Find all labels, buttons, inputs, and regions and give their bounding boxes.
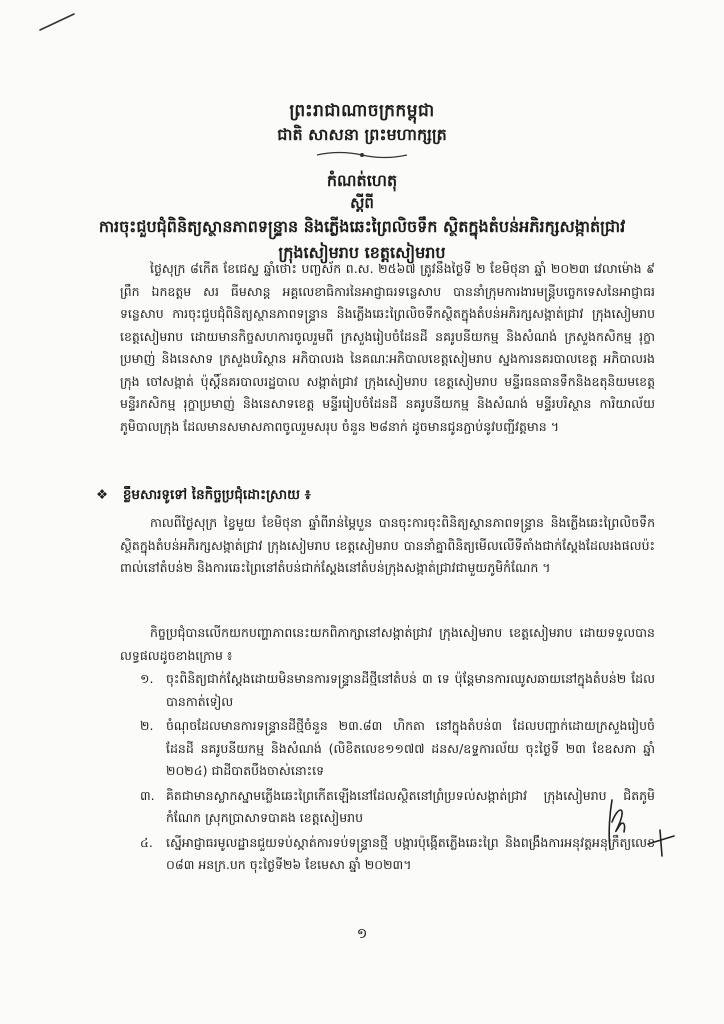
- list-item-number: ៤.: [140, 834, 153, 850]
- list-item-number: ១.: [140, 671, 154, 686]
- intro-paragraph: ថ្ងៃសុក្រ ៨កើត ខែជេស្ឋ ឆ្នាំថោះ បញ្ចស័ក ព.ស. ២៥៦៧ ត្រូវនឹងថ្ងៃទី ២ ខែមិថុនា ឆ្នាំ ២០២៣ វេលាម៉ោង ៩ ព្រឹក ឯកឧត្តម សរ ធីមសាន្ត អគ្គលេខាធិការនៃអាជ្ញាធរទន្លេសាប បាននាំក្រុមការងារមន្ត្រីបច្ចេកទេសនៃអាជ្ញាធរទន្លេសាប ការចុះជួបជុំពិនិត្យស្ថានភាពទន្ទ្រាន និងភ្លើងឆេះព្រៃលិចទឹកស្ថិតក្នុងតំបន់អភិរក្សសង្កាត់ជ្រាវ ក្រុងសៀមរាប ខេត្តសៀមរាប ដោយមានកិច្ចសហការចូលរួមពី ក្រសួងរៀបចំដែនដី នគរូបនីយកម្ម និងសំណង់ ក្រសួងកសិកម្ម រុក្ខាប្រមាញ់ និងនេសាទ ក្រសួងបរិស្ថាន អភិបាលរង នៃគណៈអភិបាលខេត្តសៀមរាប ស្នងការនគរបាលខេត្ត អភិបាលរងក្រុង ចៅសង្កាត់ ប៉ុស្តិ៍នគរបាលរដ្ឋបាល សង្កាត់ជ្រាវ ក្រុងសៀមរាប ខេត្តសៀមរាប មន្ទីរធនធានទឹកនិងឧតុនិយមខេត្ត មន្ទីរកសិកម្ម រុក្ខាប្រមាញ់ និងនេសាទខេត្ត មន្ទីររៀបចំដែនដី នគរូបនីយកម្ម និងសំណង់ មន្ទីរបរិស្ថាន ការិយាល័យភូមិបាលក្រុង ដែលមានសមាសភាពចូលរួមសរុប ចំនួន ២៨នាក់ ដូចមានជូនភ្ជាប់នូវបញ្ជីវត្តមាន ។: [120, 261, 655, 434]
- list-item-text: ចុះពិនិត្យជាក់ស្តែងដោយមិនមានការទន្ទ្រានដីថ្មីនៅតំបន់ ៣ ទេ ប៉ុន្តែមានការឈូសឆាយនៅក្នុងតំបន់២ ដែលបានកាត់ទៀល: [166, 671, 655, 709]
- section-heading-text: ខ្លឹមសារទូទៅ នៃកិច្ចប្រជុំដោះស្រាយ ៖: [122, 487, 311, 503]
- decorative-ornament: [0, 150, 724, 160]
- document-subject: ការចុះជួបជុំពិនិត្យស្ថានភាពទន្ទ្រាន និងភ្លើងឆេះព្រៃលិចទឹក ស្ថិតក្នុងតំបន់អភិរក្សសង្កាត់ជ្រាវ ក្រុងសៀមរាប ខេត្តសៀមរាប: [98, 217, 626, 262]
- results-intro-paragraph: កិច្ចប្រជុំបានលើកយកបញ្ហាភាពនេះយកពិភាក្សានៅសង្កាត់ជ្រាវ ក្រុងសៀមរាប ខេត្តសៀមរាប ដោយទទួលបានលទ្ធផលដូចខាងក្រោម ៖: [120, 625, 655, 663]
- section-heading: [96, 486, 656, 506]
- list-item-number: ៣.: [140, 787, 155, 803]
- list-item-text: ចំណុចដែលមានការទន្ទ្រានដីថ្មីចំនួន ២៣.៨៣ ហិកតា នៅក្នុងតំបន់៣ ដែលបញ្ជាក់ដោយក្រសួងរៀបចំដែនដី នគរូបនីយកម្ម និងសំណង់ (លិខិតលេខ១១៧៧ ដនស/ឧទ្ទការល័យ ចុះថ្ងៃទី ២៣ ខែឧសភា ឆ្នាំ ២០២៤) ជាដីបាតបឹងចាស់នោះទេ: [166, 718, 655, 778]
- pen-stroke-mark: [38, 8, 78, 38]
- list-item: [140, 668, 655, 713]
- kingdom-heading: ព្រះរាជាណាចក្រកម្ពុជា: [289, 101, 435, 121]
- page-number: ១: [356, 926, 368, 942]
- regarding-label: ស្តីពី: [350, 194, 374, 212]
- national-motto: ជាតិ សាសនា ព្រះមហាក្សត្រ: [277, 125, 447, 144]
- list-item: [140, 785, 655, 830]
- findings-list: [140, 668, 655, 879]
- list-item: [140, 715, 655, 783]
- list-item-text: ស្នើអាជ្ញាធរមូលដ្ឋានជួយទប់ស្កាត់ការទប់ទន្ទ្រានថ្មី បង្ការប៉ុង្កើតភ្លើងឆេះព្រៃ និងពង្រឹងការអនុវត្តអនុក្រឹត្យលេខ ០៨៣ អនក្រ.បក ចុះថ្ងៃទី២៦ ខែមេសា ឆ្នាំ ២០២៣។: [166, 834, 655, 872]
- diamond-bullet-icon: ❖: [96, 487, 109, 503]
- handwritten-initials: [604, 792, 684, 864]
- list-item-text: គិតជាមានស្លាកស្នាមភ្លើងឆេះព្រៃកើតឡើងនៅដែលស្ថិតនៅព្រំប្រទល់សង្កាត់ជ្រាវ ក្រុងសៀមរាប ជិតភូមិកំណែក ស្រុកប្រាសាទបាគង ខេត្តសៀមរាប: [166, 787, 655, 825]
- list-item: [140, 832, 655, 877]
- summary-paragraph: កាលពីថ្ងៃសុក្រ ខ្វៃមួយ ខែមិថុនា ឆ្នាំពីរាន់ម្ភៃបួន បានចុះការចុះពិនិត្យស្ថានភាពទន្ទ្រាន និងភ្លើងឆេះព្រៃលិចទឹកស្ថិតក្នុងតំបន់អភិរក្សសង្កាត់ជ្រាវ ក្រុងសៀមរាប ខេត្តសៀមរាប បាននាំគ្នាពិនិត្យមើលលើទីតាំងជាក់ស្តែងដែលរងផលប៉ះពាល់នៅតំបន់២ និងការឆេះព្រៃនៅតំបន់ជាក់ស្តែងនៅតំបន់ក្រុងសង្កាត់ជ្រាវជាមួយភូមិកំណែក ។: [120, 515, 655, 575]
- document-type: កំណត់ហេតុ: [326, 171, 398, 190]
- list-item-number: ២.: [140, 718, 154, 733]
